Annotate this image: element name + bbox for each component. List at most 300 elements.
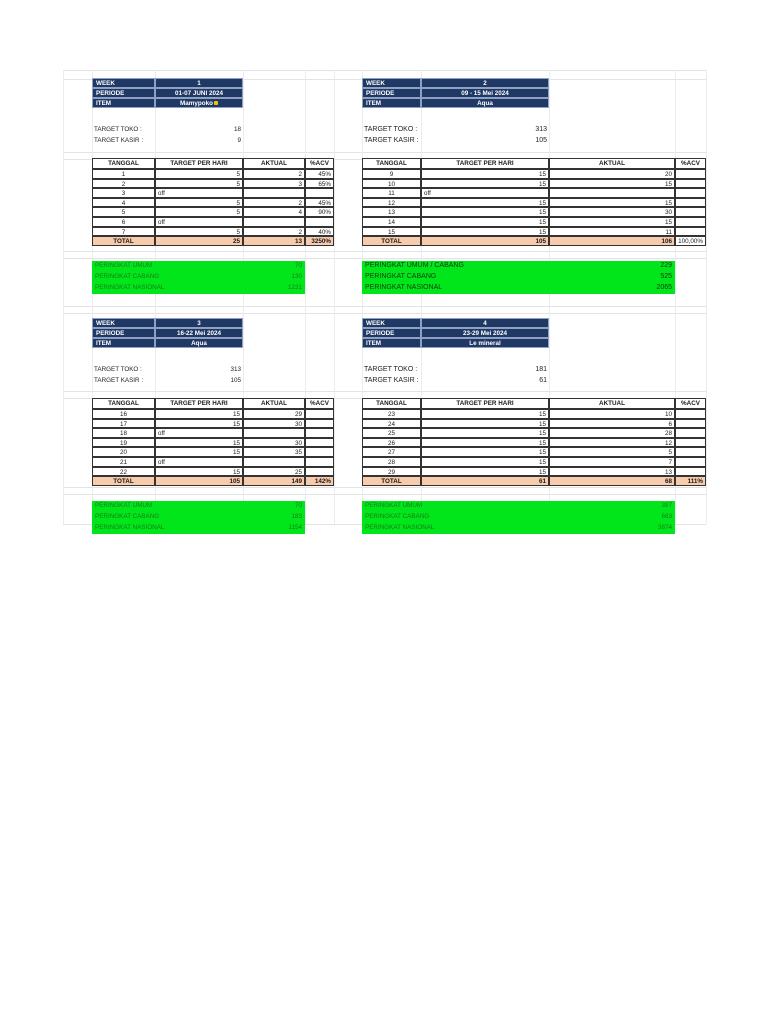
aktual-cell[interactable]: [243, 227, 305, 237]
target-toko-label-text: TARGET TOKO :: [364, 126, 418, 133]
total-target-cell[interactable]: [155, 476, 243, 486]
aktual-cell[interactable]: [243, 169, 305, 179]
table-header-cell[interactable]: [92, 398, 155, 409]
aktual-cell[interactable]: [243, 217, 305, 227]
ranking-row[interactable]: [362, 501, 675, 512]
periode-value-cell[interactable]: [421, 328, 549, 338]
tanggal-cell-text: 24: [387, 420, 395, 428]
acv-cell[interactable]: [305, 169, 334, 179]
table-header-cell[interactable]: [305, 398, 334, 409]
aktual-cell[interactable]: [549, 438, 675, 448]
table-header-cell-text: TANGGAL: [376, 400, 407, 407]
periode-value-cell[interactable]: [155, 88, 243, 98]
target-per-hari-cell[interactable]: [421, 179, 549, 189]
off-cell[interactable]: [155, 188, 243, 198]
week-number-cell-text: 3: [197, 320, 201, 327]
target-toko-value[interactable]: [155, 125, 243, 135]
total-acv-cell[interactable]: [675, 236, 706, 246]
ranking-row[interactable]: [362, 261, 675, 272]
tanggal-cell-text: 20: [119, 449, 127, 457]
acv-cell-text: 40%: [318, 228, 331, 236]
aktual-cell-text: 28: [664, 430, 672, 438]
item-value-cell[interactable]: [421, 338, 549, 348]
target-kasir-label-text: TARGET KASIR :: [94, 137, 144, 144]
ranking-value: 70: [294, 262, 302, 269]
tanggal-cell[interactable]: [92, 217, 155, 227]
acv-cell[interactable]: [675, 169, 706, 179]
item-label-cell-text: ITEM: [366, 340, 382, 347]
week-number-cell-text: 4: [483, 320, 487, 327]
target-per-hari-cell[interactable]: [421, 409, 549, 419]
off-cell[interactable]: [155, 217, 243, 227]
total-acv-cell-text: 3250%: [311, 238, 331, 246]
aktual-cell[interactable]: [243, 438, 305, 448]
aktual-cell[interactable]: [243, 419, 305, 429]
aktual-cell[interactable]: [549, 409, 675, 419]
aktual-cell-text: 12: [664, 439, 672, 447]
total-label-cell[interactable]: [92, 476, 155, 486]
ranking-value: 1231: [287, 284, 302, 291]
aktual-cell-text: 2: [298, 171, 302, 178]
table-header-cell[interactable]: [362, 158, 421, 169]
tanggal-cell-text: 26: [387, 439, 395, 447]
periode-label-cell[interactable]: [92, 328, 155, 338]
target-per-hari-cell-text: 15: [538, 219, 546, 226]
target-per-hari-cell[interactable]: [421, 207, 549, 217]
table-header-cell[interactable]: [305, 158, 334, 169]
table-header-cell-text: TANGGAL: [108, 160, 139, 167]
item-label-cell-text: ITEM: [96, 100, 112, 107]
ranking-label: PERINGKAT NASIONAL: [95, 284, 165, 291]
target-per-hari-cell-text: 15: [538, 430, 546, 438]
target-kasir-value-text: 105: [230, 377, 241, 384]
table-header-cell[interactable]: [675, 158, 706, 169]
tanggal-cell[interactable]: [92, 419, 155, 429]
week-number-cell[interactable]: [155, 318, 243, 328]
acv-cell[interactable]: [675, 438, 706, 448]
acv-cell[interactable]: [675, 179, 706, 189]
table-header-cell[interactable]: [421, 158, 549, 169]
item-label-cell-text: ITEM: [96, 340, 112, 347]
target-per-hari-cell[interactable]: [155, 169, 243, 179]
periode-label-cell-text: PERIODE: [96, 330, 125, 337]
total-acv-cell-text: 111%: [687, 478, 703, 486]
total-target-cell[interactable]: [421, 236, 549, 246]
week-label-cell-text: WEEK: [366, 80, 385, 87]
aktual-cell[interactable]: [243, 179, 305, 189]
grid-line: [63, 487, 706, 488]
target-per-hari-cell[interactable]: [421, 198, 549, 208]
tanggal-cell[interactable]: [362, 198, 421, 208]
acv-cell[interactable]: [305, 467, 334, 477]
periode-label-cell[interactable]: [362, 328, 421, 338]
grid-line: [334, 70, 335, 524]
acv-cell[interactable]: [675, 198, 706, 208]
table-header-cell[interactable]: [421, 398, 549, 409]
aktual-cell-text: 7: [668, 459, 672, 466]
table-header-cell[interactable]: [362, 398, 421, 409]
target-per-hari-cell[interactable]: [155, 438, 243, 448]
total-label-cell[interactable]: [362, 236, 421, 246]
tanggal-cell[interactable]: [362, 467, 421, 477]
target-per-hari-cell-text: 15: [538, 449, 546, 457]
acv-cell[interactable]: [305, 447, 334, 457]
tanggal-cell[interactable]: [362, 409, 421, 419]
total-label-cell-text: TOTAL: [381, 478, 402, 486]
acv-cell[interactable]: [675, 207, 706, 217]
week-number-cell[interactable]: [155, 78, 243, 88]
tanggal-cell-text: 6: [121, 219, 126, 226]
periode-value-cell-text: 01-07 JUNI 2024: [175, 90, 223, 97]
target-per-hari-cell-text: 15: [538, 420, 546, 428]
grid-line: [63, 152, 706, 153]
acv-cell[interactable]: [305, 217, 334, 227]
total-acv-cell[interactable]: [305, 476, 334, 486]
ranking-value: 70: [294, 502, 302, 509]
item-label-cell[interactable]: [92, 98, 155, 108]
aktual-cell-text: 29: [294, 411, 302, 418]
aktual-cell[interactable]: [549, 447, 675, 457]
acv-cell[interactable]: [675, 217, 706, 227]
tanggal-cell[interactable]: [92, 409, 155, 419]
grid-line: [63, 494, 706, 495]
aktual-cell[interactable]: [549, 188, 675, 198]
periode-label-cell[interactable]: [92, 88, 155, 98]
tanggal-cell-text: 18: [119, 430, 127, 438]
tanggal-cell-text: 7: [121, 228, 126, 236]
table-header-cell[interactable]: [243, 158, 305, 169]
ranking-label: PERINGKAT UMUM: [95, 262, 153, 269]
off-cell-text: off: [158, 459, 165, 466]
target-per-hari-cell-text: 15: [232, 420, 240, 428]
tanggal-cell-text: 2: [121, 180, 126, 188]
target-kasir-label: [92, 376, 155, 386]
aktual-cell-text: 6: [668, 420, 672, 428]
tanggal-cell-text: 25: [387, 430, 395, 438]
aktual-cell-text: 2: [298, 199, 302, 207]
target-kasir-value[interactable]: [155, 376, 243, 386]
tanggal-cell-text: 1: [121, 171, 126, 178]
target-per-hari-cell[interactable]: [421, 169, 549, 179]
aktual-cell-text: 11: [665, 228, 672, 236]
table-header-cell-text: AKTUAL: [261, 400, 287, 407]
target-toko-label: [362, 365, 421, 375]
tanggal-cell-text: 9: [389, 171, 394, 178]
tanggal-cell[interactable]: [362, 188, 421, 198]
aktual-cell-text: 35: [294, 449, 302, 457]
ranking-row[interactable]: [92, 512, 305, 523]
target-per-hari-cell[interactable]: [421, 447, 549, 457]
aktual-cell-text: 25: [294, 468, 302, 476]
tanggal-cell[interactable]: [92, 179, 155, 189]
ranking-value: 683: [661, 513, 672, 520]
total-aktual-cell[interactable]: [243, 476, 305, 486]
tanggal-cell[interactable]: [92, 467, 155, 477]
total-aktual-cell-text: 106: [661, 238, 672, 246]
tanggal-cell[interactable]: [362, 217, 421, 227]
tanggal-cell[interactable]: [92, 188, 155, 198]
target-per-hari-cell-text: 15: [232, 449, 240, 457]
tanggal-cell-text: 14: [387, 219, 395, 226]
acv-cell[interactable]: [305, 207, 334, 217]
target-kasir-label: [362, 136, 421, 146]
week-label-cell[interactable]: [92, 318, 155, 328]
aktual-cell-text: 5: [668, 449, 672, 457]
week-label-cell[interactable]: [92, 78, 155, 88]
tanggal-cell[interactable]: [92, 447, 155, 457]
total-acv-cell[interactable]: [675, 476, 706, 486]
tanggal-cell[interactable]: [92, 207, 155, 217]
tanggal-cell[interactable]: [92, 428, 155, 438]
total-aktual-cell[interactable]: [549, 476, 675, 486]
table-header-cell-text: TANGGAL: [376, 160, 407, 167]
acv-cell[interactable]: [305, 227, 334, 237]
acv-cell-text: 65%: [318, 180, 331, 188]
tanggal-cell[interactable]: [362, 438, 421, 448]
target-toko-label-text: TARGET TOKO :: [364, 366, 418, 373]
target-toko-value-text: 18: [233, 126, 241, 133]
acv-cell[interactable]: [675, 409, 706, 419]
total-aktual-cell[interactable]: [243, 236, 305, 246]
tanggal-cell[interactable]: [362, 447, 421, 457]
acv-cell[interactable]: [305, 188, 334, 198]
acv-cell[interactable]: [675, 457, 706, 467]
total-label-cell[interactable]: [362, 476, 421, 486]
grid-line: [63, 70, 706, 71]
ranking-row[interactable]: [92, 523, 305, 534]
aktual-cell-text: 13: [664, 468, 672, 476]
target-kasir-value-text: 9: [237, 137, 241, 144]
target-toko-label: [92, 365, 155, 375]
tanggal-cell[interactable]: [362, 428, 421, 438]
target-toko-value[interactable]: [155, 365, 243, 375]
total-target-cell-text: 105: [229, 478, 240, 486]
acv-cell[interactable]: [675, 428, 706, 438]
acv-cell[interactable]: [305, 198, 334, 208]
aktual-cell[interactable]: [549, 217, 675, 227]
acv-cell[interactable]: [675, 419, 706, 429]
target-per-hari-cell-text: 5: [236, 209, 240, 217]
item-value-cell[interactable]: [155, 98, 243, 108]
table-header-cell-text: %ACV: [681, 160, 700, 167]
target-toko-label: [362, 125, 421, 135]
table-header-cell[interactable]: [549, 398, 675, 409]
target-toko-value[interactable]: [421, 365, 549, 375]
total-aktual-cell-text: 13: [294, 238, 302, 246]
target-per-hari-cell[interactable]: [421, 457, 549, 467]
aktual-cell[interactable]: [549, 227, 675, 237]
item-label-cell[interactable]: [92, 338, 155, 348]
acv-cell[interactable]: [675, 467, 706, 477]
acv-cell[interactable]: [305, 438, 334, 448]
table-header-cell-text: %ACV: [681, 400, 700, 407]
ranking-value: 525: [660, 273, 672, 280]
ranking-row[interactable]: [362, 512, 675, 523]
target-per-hari-cell[interactable]: [421, 438, 549, 448]
table-header-cell-text: TARGET PER HARI: [456, 160, 514, 167]
target-per-hari-cell[interactable]: [155, 419, 243, 429]
total-target-cell[interactable]: [421, 476, 549, 486]
acv-cell[interactable]: [675, 227, 706, 237]
aktual-cell-text: 30: [294, 420, 302, 428]
acv-cell[interactable]: [675, 447, 706, 457]
target-per-hari-cell[interactable]: [421, 419, 549, 429]
aktual-cell[interactable]: [549, 419, 675, 429]
item-value-cell[interactable]: [155, 338, 243, 348]
acv-cell[interactable]: [305, 428, 334, 438]
tanggal-cell-text: 11: [388, 190, 395, 198]
target-kasir-value[interactable]: [421, 376, 549, 386]
off-cell[interactable]: [421, 188, 549, 198]
target-per-hari-cell[interactable]: [155, 198, 243, 208]
off-cell[interactable]: [155, 457, 243, 467]
periode-value-cell[interactable]: [421, 88, 549, 98]
week-label-cell[interactable]: [362, 318, 421, 328]
table-header-cell-text: TANGGAL: [108, 400, 139, 407]
item-label-cell[interactable]: [362, 338, 421, 348]
aktual-cell[interactable]: [243, 447, 305, 457]
aktual-cell[interactable]: [549, 428, 675, 438]
aktual-cell[interactable]: [243, 457, 305, 467]
aktual-cell[interactable]: [549, 179, 675, 189]
week-number-cell[interactable]: [421, 318, 549, 328]
aktual-cell[interactable]: [549, 207, 675, 217]
periode-label-cell-text: PERIODE: [366, 330, 395, 337]
table-header-cell[interactable]: [549, 158, 675, 169]
target-kasir-label-text: TARGET KASIR :: [94, 377, 144, 384]
tanggal-cell[interactable]: [92, 198, 155, 208]
table-header-cell[interactable]: [92, 158, 155, 169]
total-aktual-cell[interactable]: [549, 236, 675, 246]
aktual-cell[interactable]: [243, 207, 305, 217]
item-value-cell-text: Mamypoko: [180, 100, 213, 107]
periode-label-cell[interactable]: [362, 88, 421, 98]
aktual-cell[interactable]: [243, 428, 305, 438]
acv-cell[interactable]: [675, 188, 706, 198]
off-cell-text: off: [424, 190, 431, 198]
ranking-row[interactable]: [362, 283, 675, 294]
target-per-hari-cell-text: 5: [236, 228, 240, 236]
target-per-hari-cell[interactable]: [155, 179, 243, 189]
aktual-cell-text: 15: [664, 199, 672, 207]
ranking-label: PERINGKAT NASIONAL: [95, 524, 165, 531]
ranking-row[interactable]: [362, 272, 675, 283]
ranking-value: 2065: [656, 284, 672, 291]
table-header-cell[interactable]: [155, 158, 243, 169]
target-per-hari-cell[interactable]: [155, 409, 243, 419]
target-per-hari-cell[interactable]: [155, 207, 243, 217]
aktual-cell[interactable]: [549, 457, 675, 467]
off-cell-text: off: [158, 219, 165, 226]
total-label-cell[interactable]: [92, 236, 155, 246]
target-per-hari-cell-text: 15: [538, 171, 546, 178]
periode-value-cell[interactable]: [155, 328, 243, 338]
tanggal-cell-text: 19: [119, 439, 127, 447]
aktual-cell[interactable]: [243, 467, 305, 477]
tanggal-cell-text: 27: [387, 449, 395, 457]
total-aktual-cell-text: 68: [664, 478, 672, 486]
tanggal-cell[interactable]: [362, 179, 421, 189]
table-header-cell[interactable]: [675, 398, 706, 409]
target-toko-value[interactable]: [421, 125, 549, 135]
acv-cell[interactable]: [305, 179, 334, 189]
ranking-row[interactable]: [92, 261, 305, 272]
ranking-label: PERINGKAT CABANG: [95, 513, 160, 520]
total-target-cell[interactable]: [155, 236, 243, 246]
target-per-hari-cell[interactable]: [155, 227, 243, 237]
aktual-cell[interactable]: [549, 198, 675, 208]
acv-cell-text: 45%: [318, 199, 331, 207]
ranking-label: PERINGKAT CABANG: [365, 273, 437, 280]
ranking-label: PERINGKAT UMUM / CABANG: [365, 262, 464, 269]
target-kasir-label-text: TARGET KASIR :: [364, 137, 419, 144]
aktual-cell[interactable]: [243, 198, 305, 208]
ranking-label: PERINGKAT NASIONAL: [365, 524, 435, 531]
aktual-cell[interactable]: [243, 409, 305, 419]
periode-value-cell-text: 09 - 15 Mei 2024: [461, 90, 509, 97]
aktual-cell[interactable]: [243, 188, 305, 198]
acv-cell[interactable]: [305, 419, 334, 429]
tanggal-cell[interactable]: [92, 438, 155, 448]
aktual-cell-text: 15: [664, 219, 672, 226]
table-header-cell[interactable]: [155, 398, 243, 409]
tanggal-cell[interactable]: [362, 207, 421, 217]
target-per-hari-cell[interactable]: [155, 467, 243, 477]
week-number-cell[interactable]: [421, 78, 549, 88]
target-per-hari-cell[interactable]: [421, 467, 549, 477]
item-value-cell[interactable]: [421, 98, 549, 108]
target-kasir-label: [92, 136, 155, 146]
ranking-row[interactable]: [92, 501, 305, 512]
week-label-cell-text: WEEK: [96, 80, 115, 87]
target-per-hari-cell-text: 15: [232, 439, 240, 447]
target-kasir-value[interactable]: [421, 136, 549, 146]
table-header-cell[interactable]: [243, 398, 305, 409]
ranking-row[interactable]: [362, 523, 675, 534]
target-kasir-value[interactable]: [155, 136, 243, 146]
tanggal-cell[interactable]: [362, 457, 421, 467]
ranking-value: 183: [291, 513, 302, 520]
target-per-hari-cell[interactable]: [421, 217, 549, 227]
tanggal-cell[interactable]: [92, 457, 155, 467]
off-cell-text: off: [158, 190, 165, 198]
ranking-row[interactable]: [92, 283, 305, 294]
tanggal-cell[interactable]: [362, 419, 421, 429]
tanggal-cell-text: 22: [119, 468, 127, 476]
ranking-row[interactable]: [92, 272, 305, 283]
total-acv-cell[interactable]: [305, 236, 334, 246]
total-target-cell-text: 25: [232, 238, 240, 246]
tanggal-cell[interactable]: [92, 169, 155, 179]
tanggal-cell[interactable]: [362, 169, 421, 179]
aktual-cell[interactable]: [549, 169, 675, 179]
periode-value-cell-text: 23-29 Mei 2024: [462, 330, 508, 337]
week-label-cell[interactable]: [362, 78, 421, 88]
tanggal-cell[interactable]: [92, 227, 155, 237]
tanggal-cell[interactable]: [362, 227, 421, 237]
tanggal-cell-text: 23: [387, 411, 395, 418]
aktual-cell-text: 4: [298, 209, 302, 217]
grid-line: [706, 70, 707, 524]
acv-cell[interactable]: [305, 457, 334, 467]
target-per-hari-cell[interactable]: [421, 428, 549, 438]
target-per-hari-cell[interactable]: [421, 227, 549, 237]
aktual-cell[interactable]: [549, 467, 675, 477]
off-cell[interactable]: [155, 428, 243, 438]
target-per-hari-cell[interactable]: [155, 447, 243, 457]
acv-cell[interactable]: [305, 409, 334, 419]
item-label-cell[interactable]: [362, 98, 421, 108]
